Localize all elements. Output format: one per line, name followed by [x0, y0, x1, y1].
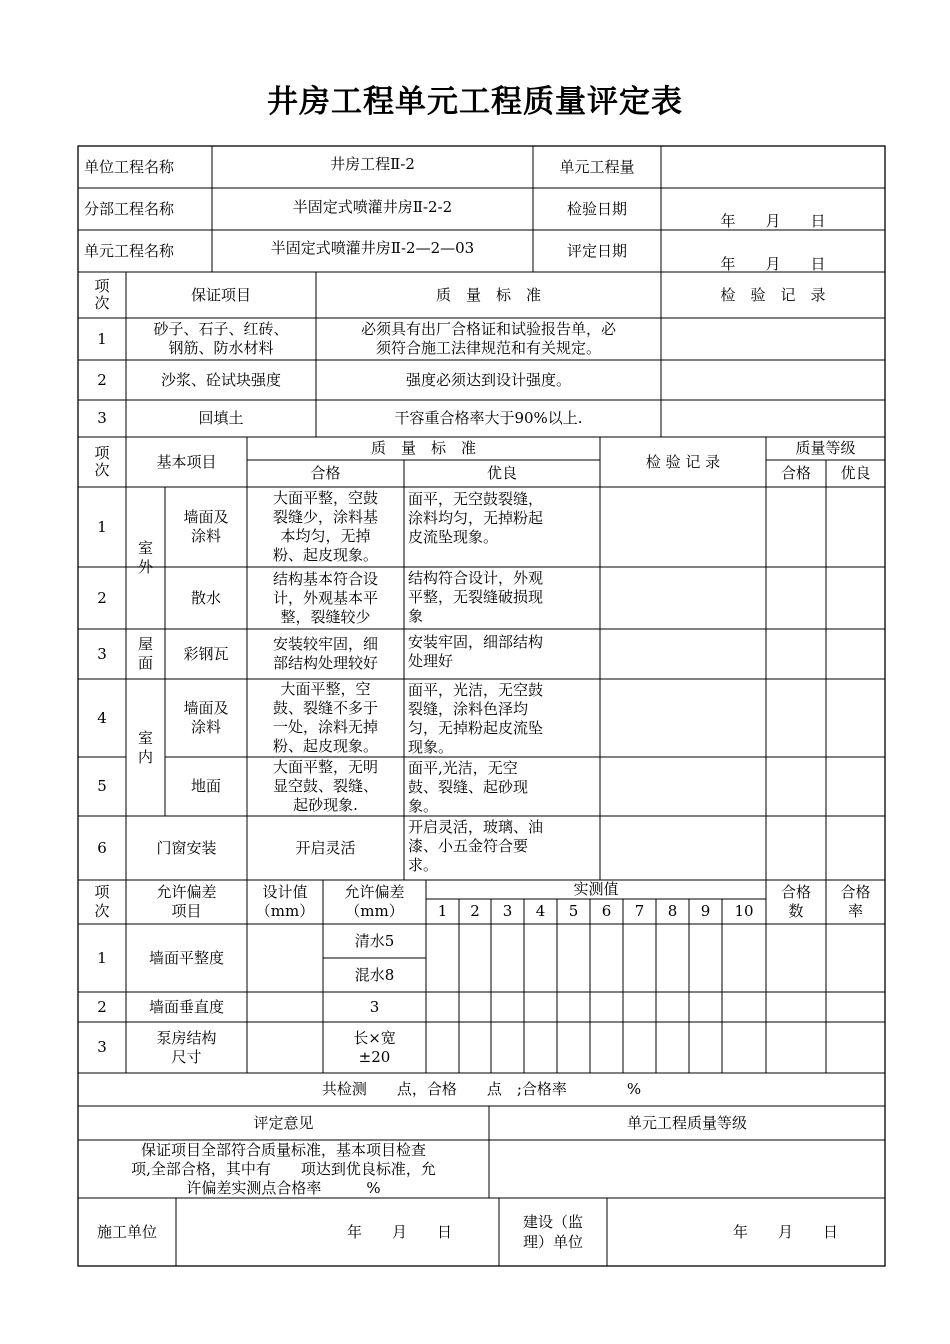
- basic-row-1-pass: 大面平整，空鼓 裂缝少，涂料基 本均匀，无掉 粉、起皮现象。: [272, 489, 378, 564]
- guarantee-row-1-record[interactable]: [661, 318, 885, 360]
- cell-project-label: 单元工程名称: [84, 241, 175, 260]
- cell-project-value: 半固定式喷灌井房Ⅱ-2—2—03: [270, 238, 475, 257]
- tolerance-col-pass-rate: 合格 率: [840, 883, 871, 920]
- cell-quantity-value[interactable]: [661, 146, 885, 188]
- basic-row-2-good: 结构符合设计，外观 平整，无裂缝破损现 象: [408, 569, 544, 625]
- cell-quantity-label: 单元工程量: [559, 157, 635, 176]
- tolerance-col-item: 允许偏差 项目: [156, 883, 217, 920]
- measure-num-2: 2: [470, 902, 480, 920]
- guarantee-col-standard: 质 量 标 准: [435, 285, 541, 304]
- guarantee-row-3-no: 3: [97, 409, 107, 427]
- basic-row-4-no: 4: [97, 708, 107, 727]
- inspect-date-label: 检验日期: [566, 199, 627, 218]
- basic-row-1-no: 1: [97, 517, 107, 536]
- basic-row-2-pass: 结构基本符合设 计，外观基本平 整，裂缝较少: [272, 569, 378, 626]
- guarantee-row-3-standard: 干容重合格率大于90%以上.: [394, 409, 583, 427]
- summary-line: 共检测 点，合格 点 ;合格率 %: [321, 1080, 642, 1098]
- basic-row-5-good: 面平,光洁，无空 鼓、裂缝、起砂现 象。: [408, 759, 529, 815]
- basic-col-good: 优良: [486, 464, 517, 482]
- measure-num-5: 5: [568, 902, 579, 920]
- measure-num-6: 6: [601, 902, 612, 920]
- tolerance-col-allow: 允许偏差 （mm）: [344, 883, 405, 920]
- tolerance-row-3-allow: 长×宽 ±20: [353, 1028, 396, 1066]
- basic-row-5-no: 5: [97, 777, 107, 795]
- tolerance-col-pass-count: 合格 数: [780, 883, 811, 920]
- grade-value[interactable]: [489, 1140, 885, 1198]
- measure-num-10: 10: [734, 902, 754, 920]
- basic-col-item: 基本项目: [156, 452, 217, 471]
- basic-col-grade-pass: 合格: [780, 464, 811, 482]
- measure-num-7: 7: [634, 902, 645, 920]
- basic-row-3-item: 彩钢瓦: [183, 644, 229, 663]
- tolerance-col-no: 项 次: [94, 883, 110, 920]
- basic-row-6-item: 门窗安装: [156, 838, 217, 857]
- opinion-label: 评定意见: [253, 1113, 314, 1132]
- guarantee-col-item: 保证项目: [190, 285, 251, 304]
- guarantee-row-1-standard: 必须具有出厂合格证和试验报告单，必 须符合施工法律规范和有关规定。: [360, 320, 616, 357]
- opinion-text: 保证项目全部符合质量标准，基本项目检查 项,全部合格，其中有 项达到优良标准，允 许偏差实测点合格率 %: [131, 1140, 436, 1197]
- guarantee-col-record: 检 验 记 录: [720, 285, 826, 304]
- guarantee-row-3-item: 回填土: [198, 409, 244, 427]
- basic-row-4-item: 墙面及 涂料: [183, 699, 229, 736]
- group-indoor: 室 内: [137, 728, 153, 766]
- guarantee-row-2-item: 沙浆、砼试块强度: [160, 370, 281, 389]
- guarantee-row-2-no: 2: [97, 370, 107, 389]
- tolerance-row-1-allow-b: 混水8: [354, 965, 395, 984]
- tolerance-col-design: 设计值 （mm）: [255, 883, 315, 920]
- guarantee-row-3-record[interactable]: [661, 400, 885, 437]
- basic-row-4-good: 面平，光洁，无空鼓 裂缝，涂料色泽均 匀，无掉粉起皮流坠 现象。: [408, 681, 544, 756]
- measure-num-1: 1: [437, 902, 448, 920]
- sub-project-label: 分部工程名称: [84, 199, 175, 218]
- sub-project-value: 半固定式喷灌井房Ⅱ-2-2: [292, 197, 453, 216]
- tolerance-row-1-no: 1: [97, 948, 107, 967]
- measure-num-8: 8: [667, 902, 678, 920]
- measure-num-3: 3: [502, 902, 513, 920]
- basic-row-2-no: 2: [97, 588, 107, 607]
- grade-label: 单元工程质量等级: [626, 1113, 747, 1132]
- measure-num-9: 9: [700, 902, 711, 920]
- group-outdoor: 室 外: [137, 539, 153, 576]
- construction-unit-label: 施工单位: [96, 1222, 157, 1241]
- tolerance-col-measured: 实测值: [573, 880, 619, 898]
- basic-col-no: 项 次: [94, 444, 110, 479]
- basic-row-5-item: 地面: [190, 777, 221, 795]
- inspect-date-value[interactable]: 年 月 日: [720, 211, 826, 230]
- basic-row-6-no: 6: [97, 838, 107, 857]
- basic-row-1-good: 面平，无空鼓裂缝， 涂料均匀，无掉粉起 皮流坠现象。: [408, 490, 544, 546]
- tolerance-row-2-allow: 3: [369, 997, 380, 1016]
- basic-row-6-pass: 开启灵活: [295, 838, 356, 857]
- basic-row-3-no: 3: [97, 644, 107, 663]
- basic-row-6-good: 开启灵活，玻璃、油 漆、小五金符合要 求。: [408, 818, 544, 874]
- eval-date-label: 评定日期: [566, 241, 627, 260]
- guarantee-row-2-standard: 强度必须达到设计强度。: [405, 370, 571, 389]
- form-title: 井房工程单元工程质量评定表: [267, 84, 683, 120]
- unit-project-value: 井房工程Ⅱ-2: [330, 154, 415, 173]
- basic-col-grade-good: 优良: [840, 464, 871, 482]
- owner-unit-label: 建设（监 理）单位: [522, 1213, 583, 1251]
- tolerance-row-2-no: 2: [97, 997, 107, 1016]
- tolerance-row-3-no: 3: [97, 1038, 107, 1056]
- basic-row-4-pass: 大面平整，空 鼓、裂缝不多于 一处，涂料无掉 粉、起皮现象。: [272, 680, 378, 755]
- basic-row-2-item: 散水: [190, 588, 221, 607]
- basic-row-3-pass: 安装较牢固，细 部结构处理较好: [272, 635, 378, 672]
- tolerance-row-1-item: 墙面平整度: [148, 948, 224, 967]
- tolerance-row-3-item: 泵房结构 尺寸: [156, 1028, 217, 1066]
- basic-col-standard: 质 量 标 准: [370, 439, 476, 457]
- basic-row-3-good: 安装牢固，细部结构 处理好: [408, 633, 544, 670]
- guarantee-col-no: 项 次: [94, 277, 110, 312]
- basic-row-1-item: 墙面及 涂料: [183, 508, 229, 545]
- unit-project-label: 单位工程名称: [84, 157, 175, 176]
- measure-num-4: 4: [535, 902, 546, 920]
- construction-date[interactable]: 年 月 日: [346, 1222, 452, 1241]
- tolerance-row-2-item: 墙面垂直度: [148, 997, 224, 1016]
- basic-col-pass: 合格: [310, 464, 341, 482]
- basic-col-record: 检 验 记 录: [645, 452, 721, 471]
- eval-date-value[interactable]: 年 月 日: [720, 254, 826, 273]
- group-roof: 屋 面: [137, 635, 153, 672]
- basic-col-grade: 质量等级: [795, 439, 856, 457]
- basic-row-5-pass: 大面平整，无明 显空鼓、裂缝、 起砂现象.: [272, 758, 378, 814]
- tolerance-row-1-allow-a: 清水5: [354, 931, 395, 950]
- guarantee-row-1-item: 砂子、石子、红砖、 钢筋、防水材料: [153, 320, 289, 357]
- guarantee-row-1-no: 1: [97, 329, 107, 348]
- owner-date[interactable]: 年 月 日: [732, 1222, 838, 1241]
- guarantee-row-2-record[interactable]: [661, 360, 885, 400]
